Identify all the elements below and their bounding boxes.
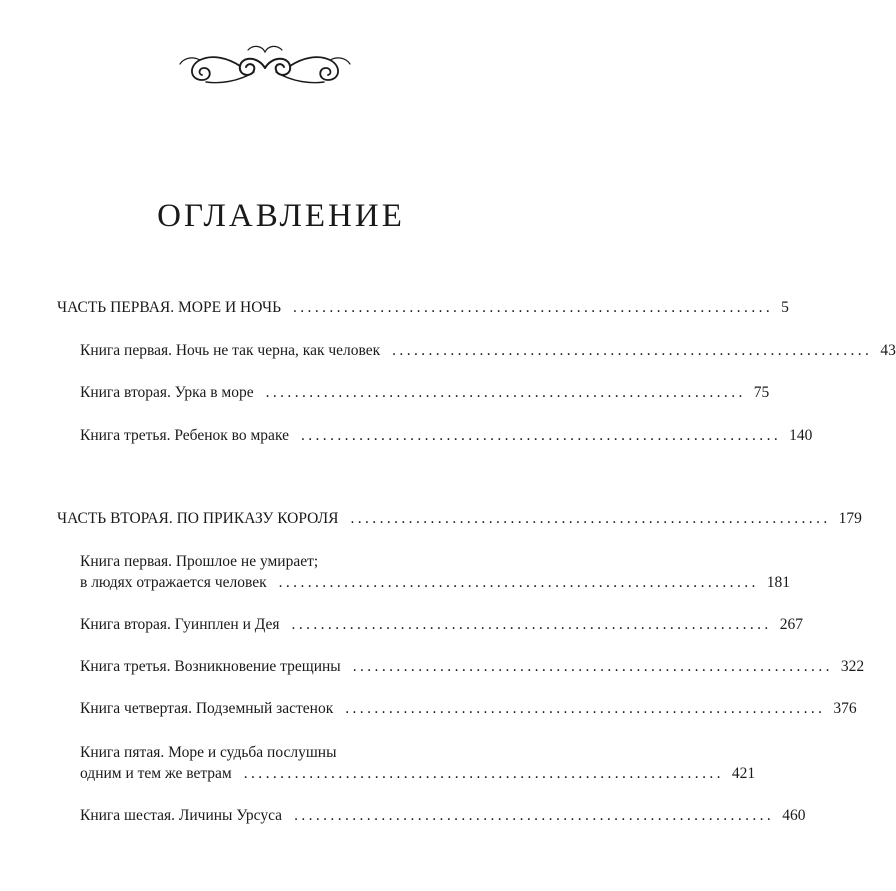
toc-page-number: 179 [838, 510, 862, 527]
toc-page-number: 267 [779, 616, 803, 633]
toc-entry-label: Книга вторая. Гуинплен и Дея [80, 616, 280, 633]
toc-page-number: 322 [840, 658, 865, 675]
toc-entry-first-line: Книга первая. Прошлое не умирает; [80, 553, 319, 570]
toc-book-entry[interactable] [80, 616, 803, 634]
leader-dots: .................................................................. [243, 765, 724, 782]
toc-page-number: 376 [833, 700, 857, 717]
toc-page-number: 421 [731, 765, 756, 782]
toc-book-entry[interactable] [80, 765, 756, 783]
toc-entry-label: Книга третья. Возникновение трещины [80, 658, 341, 675]
leader-dots: .................................................................. [293, 299, 774, 316]
toc-page-number: 43 [880, 342, 896, 359]
toc-part-entry[interactable] [57, 299, 789, 317]
toc-entry-first-line: Книга пятая. Море и судьба послушны [80, 744, 337, 761]
leader-dots: .................................................................. [350, 510, 831, 527]
toc-book-entry[interactable] [80, 574, 791, 592]
toc-entry-label: Книга четвертая. Подземный застенок [80, 700, 334, 717]
toc-entry-label: одним и тем же ветрам [80, 765, 232, 782]
toc-page-number: 181 [766, 574, 791, 591]
toc-book-entry[interactable] [80, 384, 770, 402]
leader-dots: .................................................................. [352, 658, 833, 675]
toc-page-number: 140 [789, 427, 813, 444]
toc-entry-label: ЧАСТЬ ПЕРВАЯ. МОРЕ И НОЧЬ [57, 299, 281, 316]
leader-dots: .................................................................. [278, 574, 759, 591]
toc-entry-label: в людях отражается человек [80, 574, 267, 591]
leader-dots: .................................................................. [345, 700, 826, 717]
toc-page-number: 75 [753, 384, 770, 401]
toc-entry-label: Книга третья. Ребенок во мраке [80, 427, 289, 444]
toc-part-entry[interactable] [57, 510, 862, 528]
toc-page-number: 460 [782, 807, 806, 824]
leader-dots: .................................................................. [265, 384, 746, 401]
toc-book-entry[interactable] [80, 427, 813, 445]
leader-dots: .................................................................. [294, 807, 775, 824]
toc-page-number: 5 [781, 299, 789, 316]
toc-book-entry[interactable] [80, 658, 865, 676]
toc-book-entry[interactable] [80, 807, 806, 825]
toc-entry-label: Книга вторая. Урка в море [80, 384, 254, 401]
page-title: ОГЛАВЛЕНИЕ [157, 198, 405, 234]
toc-book-entry[interactable] [80, 342, 896, 360]
toc-entry-label: Книга первая. Ночь не так черна, как человек [80, 342, 381, 359]
leader-dots: .................................................................. [300, 427, 782, 444]
toc-entry-label: Книга шестая. Личины Урсуса [80, 807, 283, 824]
toc-entry-label: ЧАСТЬ ВТОРАЯ. ПО ПРИКАЗУ КОРОЛЯ [57, 510, 339, 527]
leader-dots: .................................................................. [392, 342, 873, 359]
toc-book-entry[interactable] [80, 700, 857, 718]
flourish-ornament-icon [178, 38, 352, 98]
leader-dots: .................................................................. [291, 616, 772, 633]
